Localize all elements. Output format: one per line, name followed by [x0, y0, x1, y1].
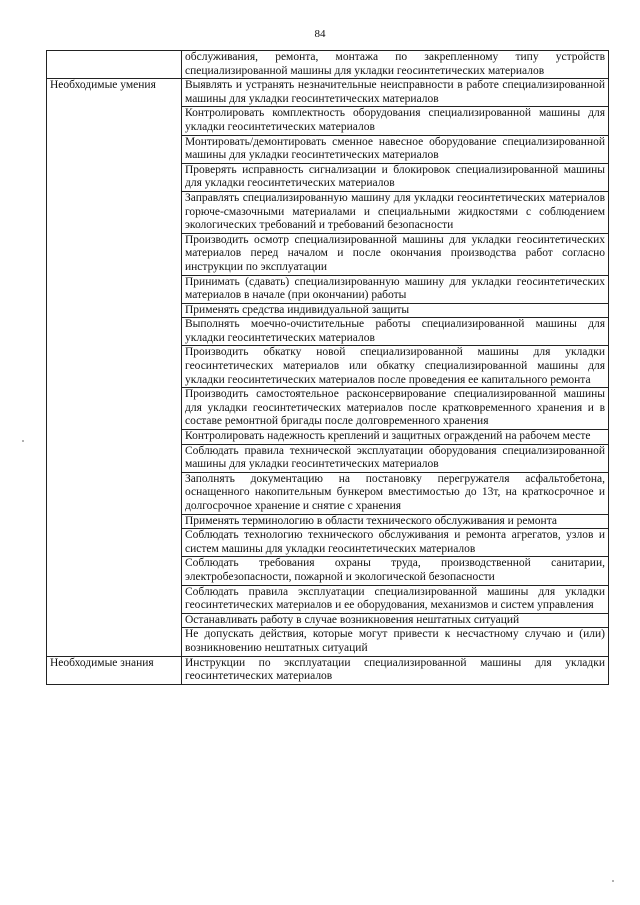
page-number: 84 — [314, 28, 326, 40]
scan-speck — [22, 440, 24, 442]
section-label: Необходимые умения — [47, 79, 182, 656]
requirement-cell: Монтировать/демонтировать сменное навесное оборудование специализированной машины для укладки геосинтетических материалов — [182, 135, 609, 163]
requirement-cell: Выявлять и устранять незначительные неисправности в работе специализированной машины для укладки геосинтетических материалов — [182, 79, 609, 107]
requirement-cell: Заполнять документацию на постановку перегружателя асфальтобетона, оснащенного накопительным бункером вместимостью до 13т, на краткосрочное и долгосрочное хранение и снятие с хранения — [182, 472, 609, 514]
section-label: Необходимые знания — [47, 656, 182, 684]
requirement-cell: Заправлять специализированную машину для укладки геосинтетических материалов горюче-смазочными материалами и специальными жидкостями с соблюдением экологических требований и требований безопасности — [182, 191, 609, 233]
table-row — [47, 656, 609, 684]
requirement-cell: Соблюдать требования охраны труда, производственной санитарии, электробезопасности, пожарной и экологической безопасности — [182, 557, 609, 585]
requirement-cell: Инструкции по эксплуатации специализированной машины для укладки геосинтетических материалов — [182, 656, 609, 684]
requirement-cell: Применять средства индивидуальной защиты — [182, 303, 609, 318]
requirement-cell: Соблюдать правила технической эксплуатации оборудования специализированной машины для укладки геосинтетических материалов — [182, 444, 609, 472]
requirements-table — [46, 50, 609, 685]
requirement-cell: Проверять исправность сигнализации и блокировок специализированной машины для укладки геосинтетических материалов — [182, 163, 609, 191]
requirement-cell: Применять терминологию в области технического обслуживания и ремонта — [182, 514, 609, 529]
requirement-cell: Производить осмотр специализированной машины для укладки геосинтетических материалов перед началом и после окончания производства работ согласно инструкции по эксплуатации — [182, 233, 609, 275]
requirement-cell: Производить самостоятельное расконсервирование специализированной машины для укладки геосинтетических материалов после кратковременного хранения и в составе ремонтной бригады после долговременного хранения — [182, 388, 609, 430]
requirement-cell: Контролировать комплектность оборудования специализированной машины для укладки геосинтетических материалов — [182, 107, 609, 135]
scan-speck — [612, 880, 614, 882]
table-row — [47, 51, 609, 79]
requirement-cell: Контролировать надежность креплений и защитных ограждений на рабочем месте — [182, 430, 609, 445]
requirement-cell: Принимать (сдавать) специализированную машину для укладки геосинтетических материалов в начале (при окончании) работы — [182, 275, 609, 303]
requirement-cell: Соблюдать технологию технического обслуживания и ремонта агрегатов, узлов и систем машины для укладки геосинтетических материалов — [182, 529, 609, 557]
section-label — [47, 51, 182, 79]
requirement-cell: Выполнять моечно-очистительные работы специализированной машины для укладки геосинтетических материалов — [182, 318, 609, 346]
requirement-cell: Не допускать действия, которые могут привести к несчастному случаю и (или) возникновению нештатных ситуаций — [182, 628, 609, 656]
requirement-cell: Производить обкатку новой специализированной машины для укладки геосинтетических материалов или обкатку специализированной машины для укладки геосинтетических материалов после проведения ее капитального ремонта — [182, 346, 609, 388]
table-row — [47, 79, 609, 107]
requirement-cell: Останавливать работу в случае возникновения нештатных ситуаций — [182, 613, 609, 628]
requirement-cell: обслуживания, ремонта, монтажа по закрепленному типу устройств специализированной машины для укладки геосинтетических материалов — [182, 51, 609, 79]
requirement-cell: Соблюдать правила эксплуатации специализированной машины для укладки геосинтетических материалов и ее оборудования, механизмов и систем управления — [182, 585, 609, 613]
